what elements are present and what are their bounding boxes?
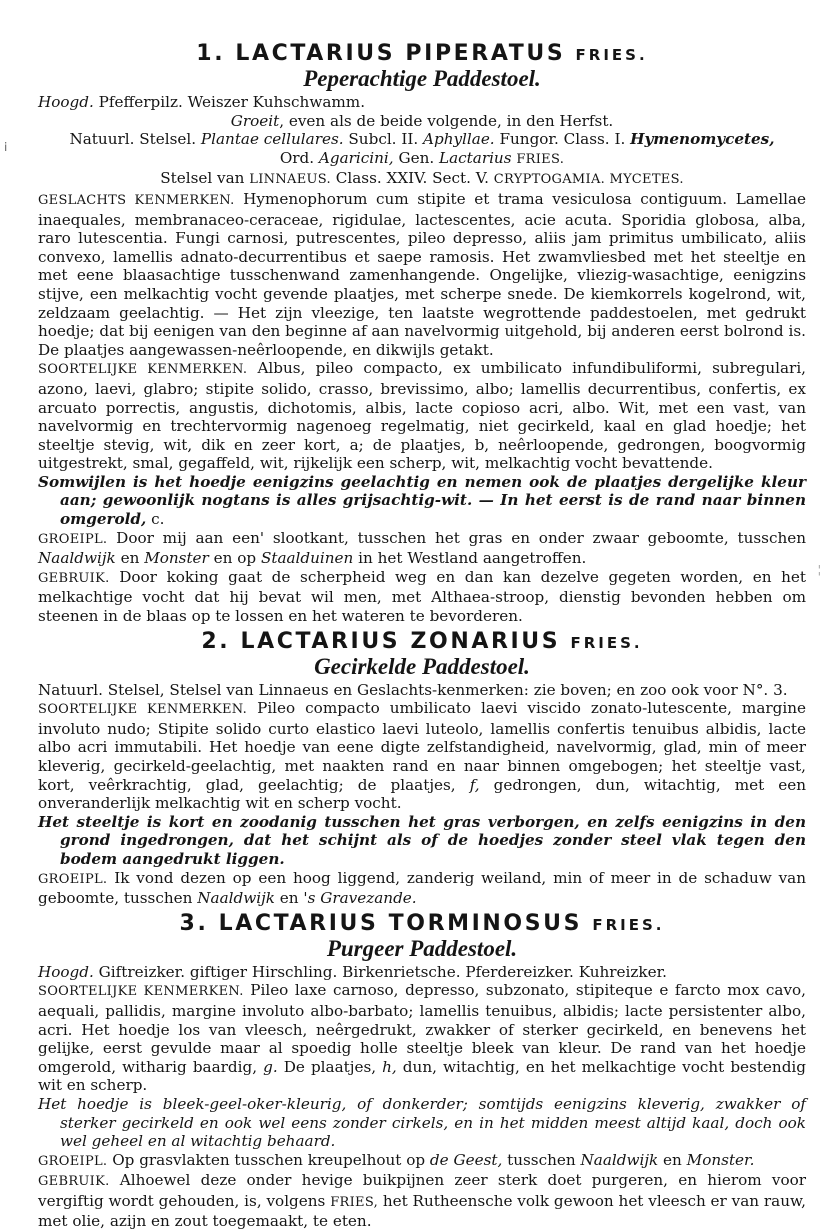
species-section-zonarius <box>38 630 806 908</box>
natuurl-stelsel: Natuurl. Stelsel, Stelsel van Linnaeus en Geslachts-kenmerken: zie boven; en zoo ook voor N°. 3. <box>38 680 788 699</box>
margin-mark-right: ¦ <box>818 562 821 576</box>
italic-note: Somwijlen is het hoedje eenigzins geelachtig en nemen ook de plaatjes dergelijke kleur aan; gewoonlijk nogtans is alles grijsachtig-wit. — In het eerst is de rand naar binnen omgerold, c. <box>38 472 806 529</box>
margin-mark-left: ⅰ <box>4 140 8 154</box>
gebruik: GEBRUIK. Alhoewel deze onder hevige buikpijnen zeer sterk doet purgeren, en hierom voor vergiftig wordt gehouden, is, volgens FRIES, het Rutheensche volk gewoon het vleesch er van rauw, met olie, azijn en zout toegemaakt, te eten. <box>38 1171 807 1231</box>
groeiplaats: GROEIPL. Door mij aan een' slootkant, tusschen het gras en onder zwaar geboomte, tusschen Naaldwijk en Monster en op Staalduinen in het Westland aangetroffen. <box>38 528 807 568</box>
italic-note: Het steeltje is kort en zoodanig tusschen het gras verborgen, en zelfs eenigzins in den grond ingedrongen, dat het schijnt als of de hoedjes zonder steel vlak tegen den bodem aangedrukt liggen. <box>38 812 806 868</box>
species-section-torminosus <box>38 912 806 1231</box>
species-dutch-name: Peperachtige Paddestoel. <box>303 66 541 91</box>
species-title: 2. LACTARIUS ZONARIUS FRIES. <box>201 628 643 654</box>
groeiplaats: GROEIPL. Ik vond dezen op een hoog liggend, zanderig weiland, min of meer in de schaduw van geboomte, tusschen Naaldwijk en 's Gravezande. <box>38 868 806 908</box>
species-title: 1. LACTARIUS PIPERATUS FRIES. <box>196 41 648 66</box>
species-dutch-name: Gecirkelde Paddestoel. <box>314 653 530 679</box>
groeit-line: Groeit, even als de beide volgende, in den Herfst. <box>230 111 614 130</box>
species-dutch-name: Purgeer Paddestoel. <box>326 935 518 961</box>
linnaeus-stelsel: Stelsel van LINNAEUS. Class. XXIV. Sect. V. CRYPTOGAMIA. MYCETES. <box>160 169 684 188</box>
natuurl-stelsel: Natuurl. Stelsel. Plantae cellulares. Subcl. II. Aphyllae. Fungor. Class. I. Hymenomycetes, Ord. Agaricini, Gen. Lactarius FRIES. <box>69 130 775 167</box>
groeiplaats: GROEIPL. Op grasvlakten tusschen kreupelhout op de Geest, tusschen Naaldwijk en Monster. <box>38 1150 755 1169</box>
italic-note: Het hoedje is bleek-geel-oker-kleurig, of donkerder; somtijds eenigzins kleverig, zwakker of sterker gecirkeld en ook wel eens zonder cirkels, en in het midden meest altijd kaal, doch ook wel geheel en al witachtig behaard. <box>38 1094 806 1151</box>
soortelijke-kenmerken: SOORTELIJKE KENMERKEN. Pileo compacto umbilicato laevi viscido zonato-lutescente, margine involuto nudo; Stipite solido curto elastico laevi luteolo, lamellis confertis tenuibus albidis, lacte albo acri immutabili. Het hoedje van eene digte zelfstandigheid, navelvormig, glad, min of meer kleverig, gecirkeld-geelachtig, met naakten rand en naar binnen omgebogen; het steeltje vast, kort, veêrkrachtig, glad, geelachtig; de plaatjes, f, gedrongen, dun, witachtig, met een onveranderlijk melkachtig wit en scherp vocht. <box>38 699 807 813</box>
soortelijke-kenmerken: SOORTELIJKE KENMERKEN. Albus, pileo compacto, ex umbilicato infundibuliformi, subregulari, azono, laevi, glabro; stipite solido, crasso, brevissimo, albo; lamellis decurrentibus, confertis, ex arcuato porrectis, angustis, dichotomis, albis, lacte copioso acri, albo. Wit, met een vast, van navelvormig en trechtervormig nagenoeg regelmatig, niet gecirkeld, kaal en glad hoedje; het steeltje stevig, wit, dik en zeer kort, a; de plaatjes, b, neêrloopende, gedrongen, boogvormig uitgestrekt, smal, gegaffeld, wit, rijkelijk een scherp, wit, melkachtig vocht bevattende. <box>38 359 807 473</box>
species-section-piperatus <box>38 42 806 626</box>
hoogd-line: Hoogd. Pfefferpilz. Weiszer Kuhschwamm. <box>38 93 366 111</box>
geslachts-kenmerken: GESLACHTS KENMERKEN. Hymenophorum cum stipite et trama vesiculosa contiguum. Lamellae inaequales, membranaceo-ceraceae, rigidulae, lactescentes, acie acuta. Sporidia globosa, alba, raro lutescentia. Fungi carnosi, putrescentes, pileo depresso, aliis jam primitus umbilicato, aliis convexo, lamellis adnato-decurrentibus et saepe ramosis. Het zwamvliesbed met het steeltje en met eene blaasachtige tusschenwand zamenhangende. Ongelijke, vliezig-wasachtige, eenigzins stijve, een melkachtig vocht gevende plaatjes, met scherpe snede. De kiemkorrels kogelrond, wit, zeldzaam geelachtig. — Het zijn vleezige, ten laatste wegrottende paddestoelen, met gedrukt hoedje; dat bij eenigen van den beginne af aan navelvormig uitgehold, bij anderen eerst bolrond is. De plaatjes aangewassen-neêrloopende, en dikwijls getakt. <box>38 189 806 359</box>
gebruik: GEBRUIK. Door koking gaat de scherpheid weg en dan kan dezelve gegeten worden, en het melkachtige vocht dat hij bevat wil men, met Althaea-stroop, dienstig bevonden hebben om steenen in de blaas op te lossen en het wateren te bevorderen. <box>38 567 807 626</box>
soortelijke-kenmerken: SOORTELIJKE KENMERKEN. Pileo laxe carnoso, depresso, subzonato, stipiteque e farcto mox cavo, aequali, pallidis, margine involuto albo-barbato; lamellis tenuibus, albidis; lacte persistenter albo, acri. Het hoedje los van vleesch, neêrgedrukt, zwakker of sterker gecirkeld, en benevens het gelijke, eerst gevulde maar al spoedig holle steeltje bleek van kleur. De rand van het hoedje omgerold, witharig baardig, g. De plaatjes, h, dun, witachtig, en het melkachtige vocht bestendig wit en scherp. <box>38 981 807 1095</box>
species-title: 3. LACTARIUS TORMINOSUS FRIES. <box>179 910 665 936</box>
hoogd-line: Hoogd. Giftreizker. giftiger Hirschling. Birkenrietsche. Pferdereizker. Kuhreizker. <box>38 962 667 981</box>
